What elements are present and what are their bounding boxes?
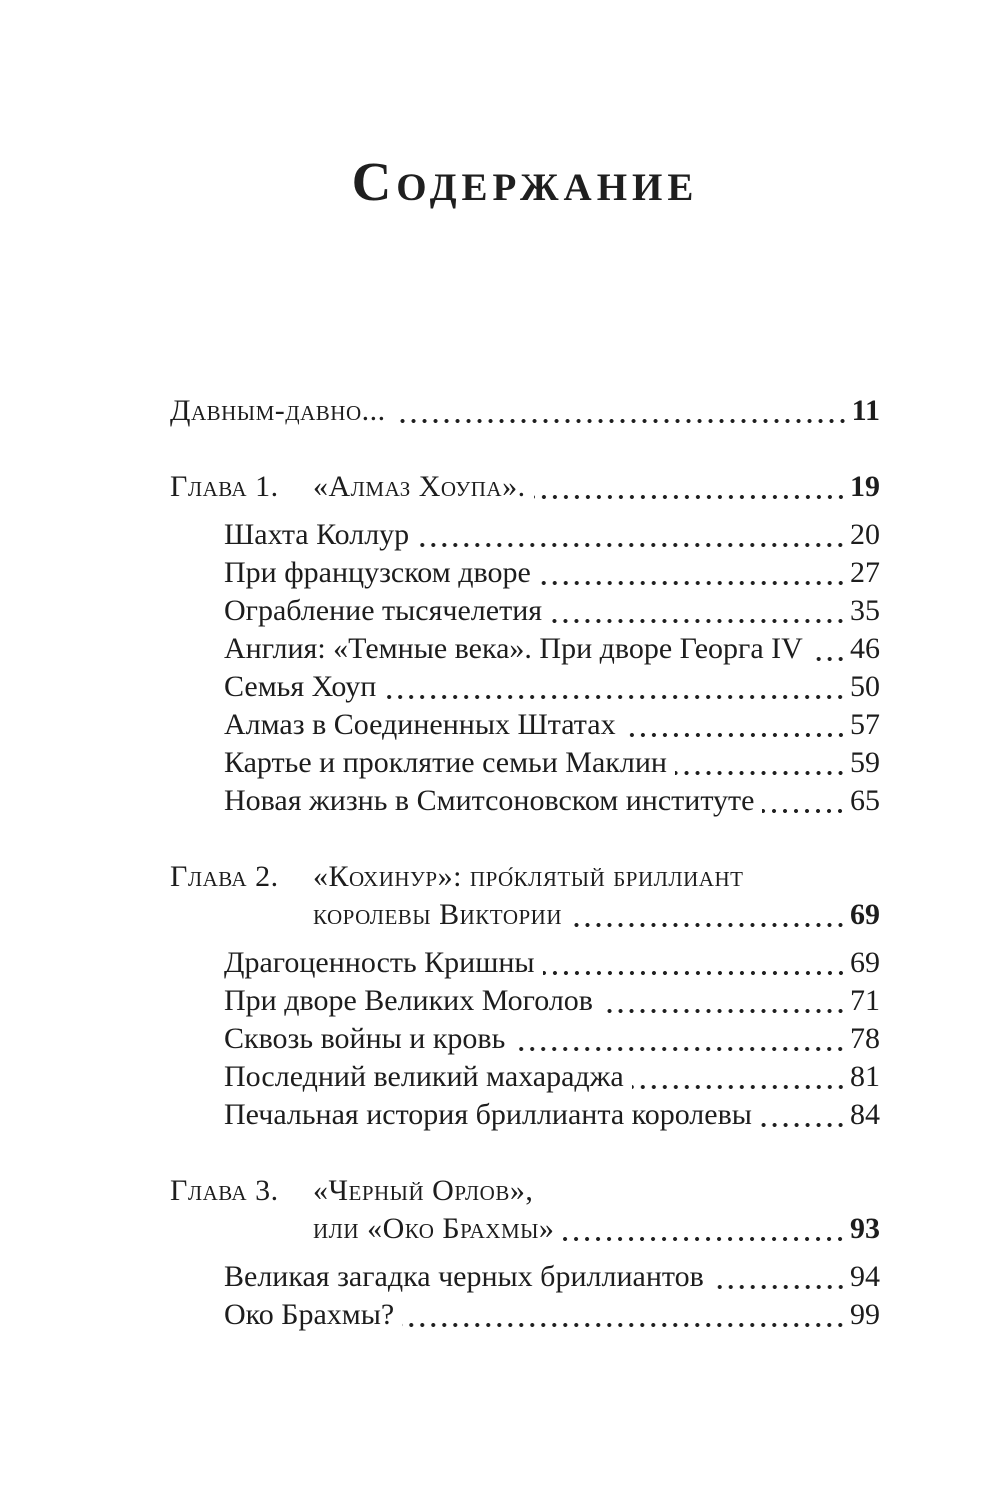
page-number: 69 xyxy=(850,946,880,979)
dot-leader xyxy=(417,542,846,548)
dot-leader xyxy=(513,1046,846,1052)
toc-row xyxy=(170,668,880,706)
entry-title: Великая загадка черных бриллиантов xyxy=(224,1260,704,1293)
dot-leader xyxy=(811,656,846,662)
entry-title: Алмаз в Соединенных Штатах xyxy=(224,708,616,741)
dot-leader xyxy=(534,494,846,500)
toc-row xyxy=(170,592,880,630)
toc-entry-preface xyxy=(170,392,880,430)
entry-title: Шахта Коллур xyxy=(224,518,410,551)
entry-title: Ограбление тысячелетия xyxy=(224,594,543,627)
toc-entry-section xyxy=(170,592,880,630)
dot-leader xyxy=(632,1084,846,1090)
dot-leader xyxy=(543,970,846,976)
dot-leader xyxy=(760,1122,846,1128)
toc-row xyxy=(170,1258,880,1296)
dot-leader xyxy=(624,732,846,738)
toc-list xyxy=(170,392,880,1334)
toc-row xyxy=(170,1210,880,1248)
page-number: 11 xyxy=(851,394,880,427)
dot-leader xyxy=(601,1008,846,1014)
toc-entry-section xyxy=(170,1258,880,1296)
entry-title: Семья Хоуп xyxy=(224,670,377,703)
toc-entry-section xyxy=(170,982,880,1020)
page-number: 27 xyxy=(850,556,880,589)
entry-title: При французском дворе xyxy=(224,556,531,589)
toc-entry-section xyxy=(170,554,880,592)
toc-entry-chapter xyxy=(170,468,880,506)
entry-title: Последний великий махараджа xyxy=(224,1060,624,1093)
toc-entry-section xyxy=(170,1096,880,1134)
page-number: 94 xyxy=(850,1260,880,1293)
entry-title: Драгоценность Кришны xyxy=(224,946,535,979)
entry-title: «Кохинур»: про́клятый бриллиант xyxy=(313,860,744,893)
page-number: 81 xyxy=(850,1060,880,1093)
toc-row xyxy=(170,858,880,896)
page-number: 35 xyxy=(850,594,880,627)
page-number: 69 xyxy=(850,898,880,931)
dot-leader xyxy=(394,418,848,424)
toc-row xyxy=(170,706,880,744)
toc-entry-section xyxy=(170,1296,880,1334)
toc-entry-section xyxy=(170,630,880,668)
toc-entry-section xyxy=(170,1058,880,1096)
entry-title: «Черный Орлов», xyxy=(313,1174,534,1207)
toc-row xyxy=(170,982,880,1020)
toc-row xyxy=(170,896,880,934)
toc-row xyxy=(170,554,880,592)
toc-row xyxy=(170,744,880,782)
page-number: 59 xyxy=(850,746,880,779)
page-number: 46 xyxy=(850,632,880,665)
chapter-label: Глава 3. xyxy=(170,1174,279,1207)
entry-title: Око Брахмы? xyxy=(224,1298,395,1331)
entry-title: или «Око Брахмы» xyxy=(313,1212,555,1245)
page-number: 50 xyxy=(850,670,880,703)
toc-row xyxy=(170,944,880,982)
toc-entry-section xyxy=(170,744,880,782)
page-number: 19 xyxy=(850,470,880,503)
toc-row xyxy=(170,630,880,668)
toc-entry-chapter xyxy=(170,1172,880,1248)
page-number: 99 xyxy=(850,1298,880,1331)
chapter-label: Глава 2. xyxy=(170,860,279,893)
toc-row xyxy=(170,1058,880,1096)
page-number: 93 xyxy=(850,1212,880,1245)
dot-leader xyxy=(402,1322,846,1328)
entry-title: Давным-давно... xyxy=(170,394,386,427)
entry-title: Картье и проклятие семьи Маклин xyxy=(224,746,667,779)
chapter-label: Глава 1. xyxy=(170,470,279,503)
toc-row xyxy=(170,516,880,554)
toc-row xyxy=(170,392,880,430)
toc-row xyxy=(170,468,880,506)
page-number: 20 xyxy=(850,518,880,551)
toc-row xyxy=(170,1096,880,1134)
entry-title: Печальная история бриллианта королевы xyxy=(224,1098,752,1131)
entry-title: королевы Виктории xyxy=(313,898,563,931)
dot-leader xyxy=(550,618,846,624)
dot-leader xyxy=(675,770,846,776)
page-number: 57 xyxy=(850,708,880,741)
page-number: 71 xyxy=(850,984,880,1017)
page-number: 78 xyxy=(850,1022,880,1055)
dot-leader xyxy=(384,694,846,700)
toc-row xyxy=(170,1296,880,1334)
dot-leader xyxy=(570,922,846,928)
toc-entry-section xyxy=(170,1020,880,1058)
toc-entry-section xyxy=(170,668,880,706)
dot-leader xyxy=(762,808,846,814)
dot-leader xyxy=(539,580,846,586)
toc-row xyxy=(170,1020,880,1058)
page-number: 65 xyxy=(850,784,880,817)
toc-row xyxy=(170,782,880,820)
entry-title: Англия: «Темные века». При дворе Георга IV xyxy=(224,632,803,665)
page-number: 84 xyxy=(850,1098,880,1131)
entry-title: Сквозь войны и кровь xyxy=(224,1022,506,1055)
toc-entry-chapter xyxy=(170,858,880,934)
entry-title: При дворе Великих Моголов xyxy=(224,984,593,1017)
toc-entry-section xyxy=(170,706,880,744)
dot-leader xyxy=(712,1284,846,1290)
entry-title: Новая жизнь в Смитсоновском институте xyxy=(224,784,755,817)
toc-entry-section xyxy=(170,516,880,554)
toc-entry-section xyxy=(170,782,880,820)
toc-title: Содержание xyxy=(351,151,699,212)
toc-entry-section xyxy=(170,944,880,982)
entry-title: «Алмаз Хоупа». xyxy=(313,470,526,503)
toc-row xyxy=(170,1172,880,1210)
dot-leader xyxy=(562,1236,846,1242)
